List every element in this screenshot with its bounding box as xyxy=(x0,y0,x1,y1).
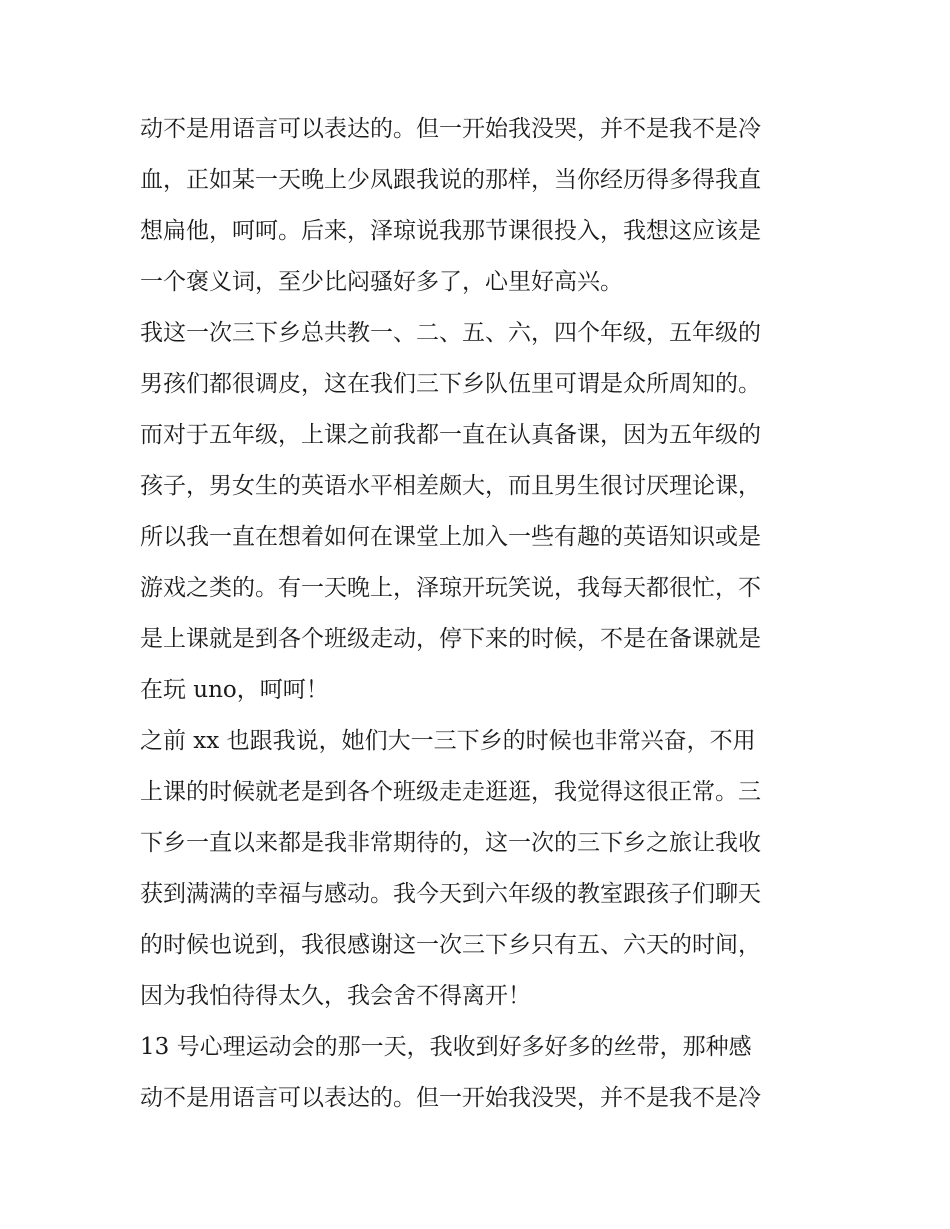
text-line: 因为我怕待得太久，我会舍不得离开！ xyxy=(140,983,531,1009)
text-line: 在玩 uno，呵呵！ xyxy=(140,677,329,703)
text-line: 的时候也说到，我很感谢这一次三下乡只有五、六天的时间， xyxy=(140,932,761,958)
text-line: 13 号心理运动会的那一天，我收到好多好多的丝带，那种感 xyxy=(140,1034,752,1060)
text-line: 孩子，男女生的英语水平相差颇大，而且男生很讨厌理论课， xyxy=(140,473,761,499)
text-line: 我这一次三下乡总共教一、二、五、六，四个年级，五年级的 xyxy=(140,320,761,346)
text-line: 动不是用语言可以表达的。但一开始我没哭，并不是我不是冷 xyxy=(140,1085,761,1111)
text-line: 一个褒义词，至少比闷骚好多了，心里好高兴。 xyxy=(140,269,623,295)
text-line: 而对于五年级，上课之前我都一直在认真备课，因为五年级的 xyxy=(140,422,761,448)
text-line: 之前 xx 也跟我说，她们大一三下乡的时候也非常兴奋，不用 xyxy=(140,728,756,754)
text-line: 动不是用语言可以表达的。但一开始我没哭，并不是我不是冷 xyxy=(140,116,761,142)
text-line: 下乡一直以来都是我非常期待的，这一次的三下乡之旅让我收 xyxy=(140,830,761,856)
text-line: 男孩们都很调皮，这在我们三下乡队伍里可谓是众所周知的。 xyxy=(140,371,761,397)
body-text xyxy=(140,104,820,1124)
text-line: 获到满满的幸福与感动。我今天到六年级的教室跟孩子们聊天 xyxy=(140,881,761,907)
text-line: 游戏之类的。有一天晚上，泽琼开玩笑说，我每天都很忙，不 xyxy=(140,575,761,601)
text-line: 想扁他，呵呵。后来，泽琼说我那节课很投入，我想这应该是 xyxy=(140,218,761,244)
text-line: 所以我一直在想着如何在课堂上加入一些有趣的英语知识或是 xyxy=(140,524,761,550)
text-line: 是上课就是到各个班级走动，停下来的时候，不是在备课就是 xyxy=(140,626,761,652)
text-line: 血，正如某一天晚上少凤跟我说的那样，当你经历得多得我直 xyxy=(140,167,761,193)
text-line: 上课的时候就老是到各个班级走走逛逛，我觉得这很正常。三 xyxy=(140,779,761,805)
